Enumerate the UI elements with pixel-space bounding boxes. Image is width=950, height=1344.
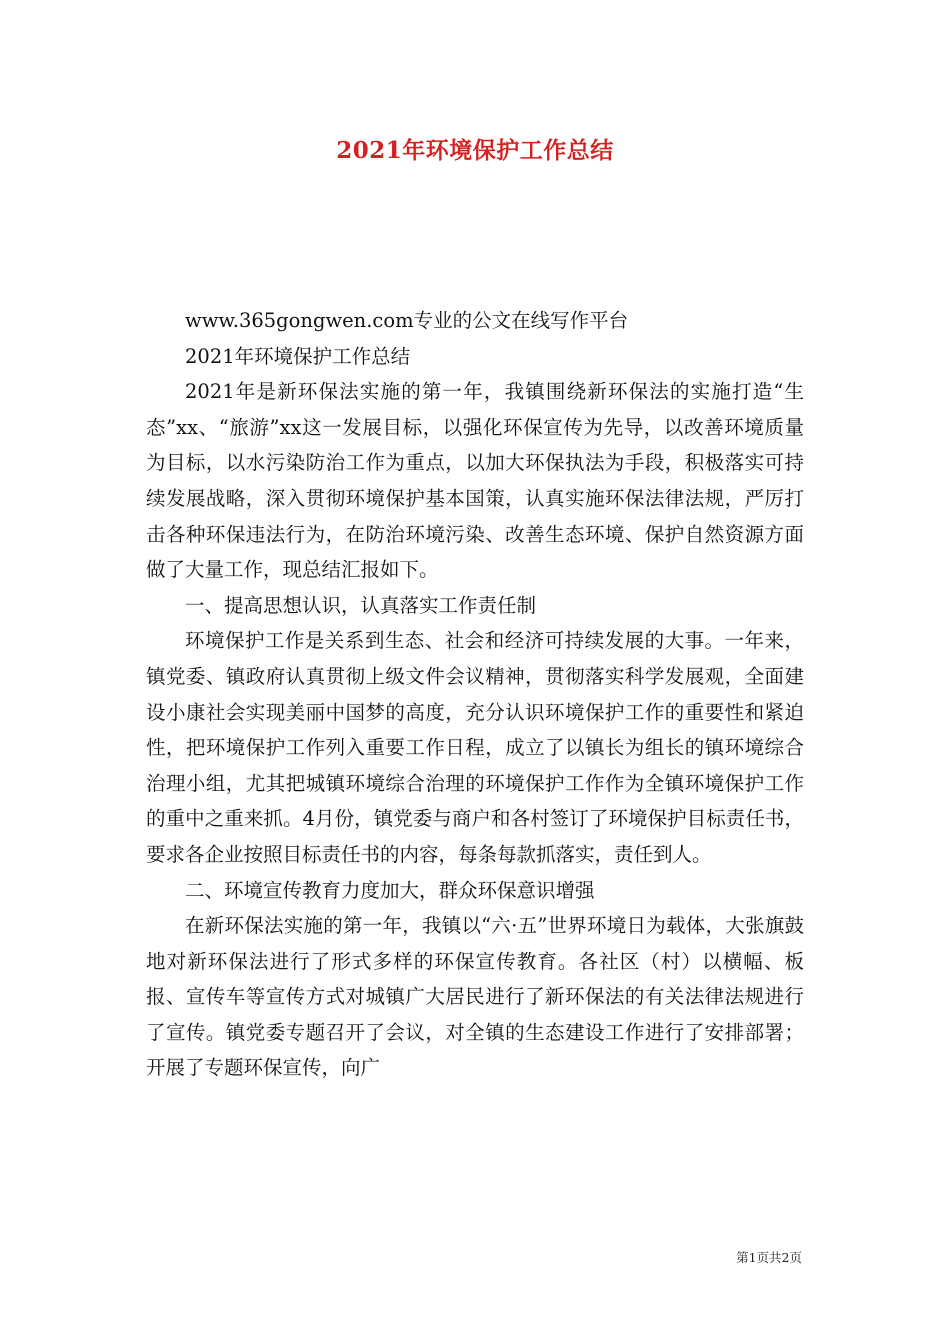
paragraph-source: www.365gongwen.com专业的公文在线写作平台 [185,309,629,332]
page-number: 第1页共2页 [736,1250,802,1265]
paragraph-section-1: 环境保护工作是关系到生态、社会和经济可持续发展的大事。一年来，镇党委、镇政府认真贯彻上级文件会议精神，贯彻落实科学发展观，全面建设小康社会实现美丽中国梦的高度，充分认识环境保护工作的重要性和紧迫性，把环境保护工作列入重要工作日程，成立了以镇长为组长的镇环境综合治理小组，尤其把城镇环境综合治理的环境保护工作作为全镇环境保护工作的重中之重来抓。4月份，镇党委与商户和各村签订了环境保护目标责任书，要求各企业按照目标责任书的内容，每条每款抓落实，责任到人。 [146,629,804,866]
document-body [146,303,804,1086]
section-heading-1: 一、提高思想认识，认真落实工作责任制 [185,593,537,617]
section-heading-2: 二、环境宣传教育力度加大，群众环保意识增强 [185,878,595,902]
document-title: 2021年环境保护工作总结 [336,137,614,164]
paragraph-section-2: 在新环保法实施的第一年，我镇以“六·五”世界环境日为载体，大张旗鼓地对新环保法进行了形式多样的环保宣传教育。各社区（村）以横幅、板报、宣传车等宣传方式对城镇广大居民进行了新环保法的有关法律法规进行了宣传。镇党委专题召开了会议，对全镇的生态建设工作进行了安排部署；开展了专题环保宣传，向广 [146,914,804,1080]
paragraph-heading: 2021年环境保护工作总结 [185,344,411,368]
paragraph-intro: 2021年是新环保法实施的第一年，我镇围绕新环保法的实施打造“生态”xx、“旅游”xx这一发展目标，以强化环保宣传为先导，以改善环境质量为目标，以水污染防治工作为重点，以加大环保执法为手段，积极落实可持续发展战略，深入贯彻环境保护基本国策，认真实施环保法律法规，严厉打击各种环保违法行为，在防治环境污染、改善生态环境、保护自然资源方面做了大量工作，现总结汇报如下。 [146,380,804,582]
